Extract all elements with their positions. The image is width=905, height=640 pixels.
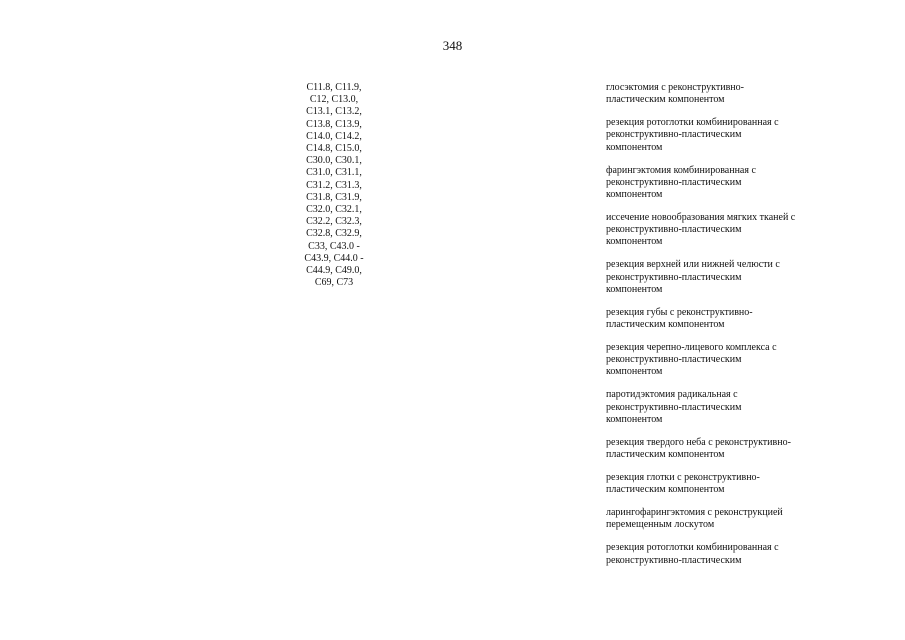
code-line: C43.9, C44.0 - — [304, 252, 364, 264]
procedure-line: компонентом — [606, 413, 663, 425]
code-line: C11.8, C11.9, — [306, 82, 362, 93]
procedure-line: резекция ротоглотки комбинированная с — [606, 542, 779, 554]
procedure-line: пластическим компонентом — [606, 449, 725, 461]
code-line: C13.1, C13.2, — [306, 106, 362, 118]
code-line: C14.8, C15.0, — [306, 143, 362, 155]
code-line: C31.0, C31.1, — [306, 167, 362, 179]
procedure-line: ларингофарингэктомия с реконструкцией — [606, 507, 783, 519]
procedure-line: компонентом — [606, 141, 663, 153]
code-line: C33, C43.0 - — [308, 240, 360, 252]
procedure-item — [606, 212, 836, 249]
procedure-item — [606, 389, 836, 426]
procedure-line: реконструктивно-пластическим — [606, 554, 742, 566]
procedure-item — [606, 307, 836, 331]
diagnosis-codes — [288, 82, 380, 289]
procedure-item — [606, 117, 836, 154]
procedure-line: компонентом — [606, 283, 663, 295]
procedure-line: реконструктивно-пластическим — [606, 401, 742, 413]
procedure-item — [606, 542, 836, 566]
procedure-line: реконструктивно-пластическим — [606, 129, 742, 141]
procedure-line: реконструктивно-пластическим — [606, 271, 742, 283]
procedure-list — [606, 82, 836, 578]
procedure-line: резекция губы с реконструктивно- — [606, 306, 753, 318]
code-line: C31.2, C31.3, — [306, 179, 362, 191]
page-number: 348 — [442, 38, 463, 53]
procedure-line: резекция верхней или нижней челюсти с — [606, 259, 780, 271]
procedure-item — [606, 82, 836, 106]
procedure-item — [606, 437, 836, 461]
code-line: C32.0, C32.1, — [306, 204, 362, 216]
procedure-line: резекция твердого неба с реконструктивно- — [606, 436, 791, 448]
code-line: C13.8, C13.9, — [306, 118, 362, 130]
procedure-line: паротидэктомия радикальная с — [606, 389, 738, 401]
procedure-line: иссечение новообразования мягких тканей с — [606, 212, 796, 224]
procedure-item — [606, 472, 836, 496]
procedure-item — [606, 259, 836, 296]
procedure-line: пластическим компонентом — [606, 319, 725, 331]
procedure-item — [606, 342, 836, 379]
procedure-line: резекция ротоглотки комбинированная с — [606, 117, 779, 129]
procedure-line: компонентом — [606, 366, 663, 378]
procedure-line: фарингэктомия комбинированная с — [606, 164, 756, 176]
code-line: C32.2, C32.3, — [306, 216, 362, 228]
procedure-line: пластическим компонентом — [606, 94, 725, 106]
code-line: C14.0, C14.2, — [306, 130, 362, 142]
code-line: C12, C13.0, — [309, 94, 359, 106]
procedure-line: глосэктомия с реконструктивно- — [606, 82, 744, 93]
procedure-line: реконструктивно-пластическим — [606, 224, 742, 236]
procedure-line: резекция черепно-лицевого комплекса с — [606, 342, 777, 354]
procedure-line: пластическим компонентом — [606, 484, 725, 496]
code-line: C31.8, C31.9, — [306, 191, 362, 203]
code-line: C69, C73 — [314, 277, 354, 289]
code-line: C32.8, C32.9, — [306, 228, 362, 240]
code-line: C44.9, C49.0, — [306, 265, 362, 277]
procedure-line: компонентом — [606, 189, 663, 201]
procedure-item — [606, 507, 836, 531]
procedure-item — [606, 165, 836, 202]
procedure-line: реконструктивно-пластическим — [606, 354, 742, 366]
code-line: C30.0, C30.1, — [306, 155, 362, 167]
procedure-line: перемещенным лоскутом — [606, 519, 715, 531]
procedure-line: реконструктивно-пластическим — [606, 176, 742, 188]
procedure-line: компонентом — [606, 236, 663, 248]
procedure-line: резекция глотки с реконструктивно- — [606, 472, 760, 484]
